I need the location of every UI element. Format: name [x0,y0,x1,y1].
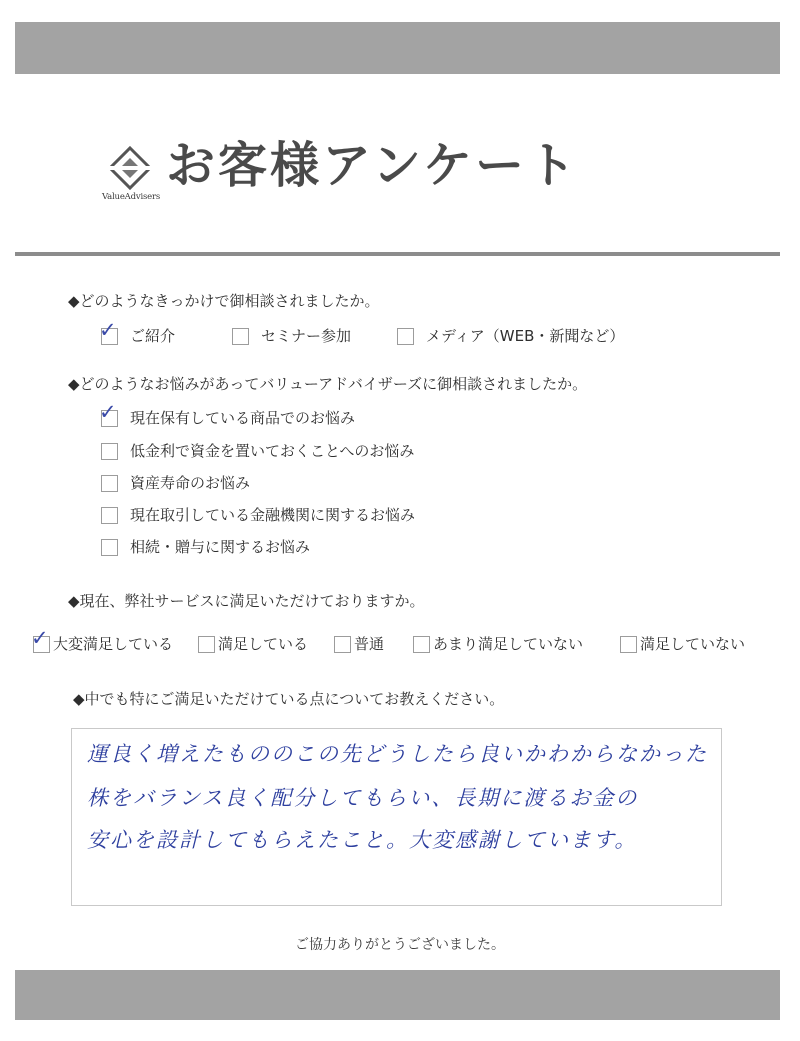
option-label: 現在保有している商品でのお悩み [130,409,356,427]
question-2: ◆どのようなお悩みがあってバリューアドバイザーズに御相談されましたか。 [68,375,588,393]
header-divider [15,252,780,256]
diamond-logo-icon [108,146,152,190]
q1-option-referral[interactable] [99,317,176,346]
handwritten-answer-line: 株をバランス良く配分してもらい、長期に渡るお金の [87,786,639,810]
checkmark-icon: ✓ [99,399,117,424]
question-3: ◆現在、弊社サービスに満足いただけておりますか。 [68,592,425,610]
logo-text: ValueAdvisers [102,192,160,202]
footer-band [15,970,780,1020]
handwritten-answer-line: 安心を設計してもらえたこと。大変感謝しています。 [87,828,638,852]
option-label: ご紹介 [130,327,176,345]
option-label: メディア（WEB・新聞など） [426,327,625,345]
option-label: 相続・贈与に関するお悩み [130,538,311,556]
q2-option-inheritance[interactable] [101,537,310,557]
checkbox[interactable] [198,636,215,653]
question-4: ◆中でも特にご満足いただけている点についてお教えください。 [73,690,505,708]
option-label: あまり満足していない [433,635,584,653]
checkbox[interactable] [31,625,50,653]
header-band [15,22,780,74]
checkbox[interactable] [620,636,637,653]
q3-option-not-satisfied[interactable] [620,634,745,654]
checkbox[interactable] [101,507,118,524]
q3-option-neutral[interactable] [334,634,384,654]
q3-option-not-very-satisfied[interactable] [413,634,583,654]
checkbox[interactable] [397,328,414,345]
checkbox[interactable] [99,399,118,427]
option-label: 満足していない [640,635,746,653]
q2-option-low-interest[interactable] [101,441,414,461]
checkbox[interactable] [99,317,118,345]
checkbox[interactable] [101,443,118,460]
checkmark-icon: ✓ [99,317,117,342]
q2-option-asset-longevity[interactable] [101,473,250,493]
handwritten-answer-line: 運良く増えたもののこの先どうしたら良いかわからなかった [87,742,708,766]
checkbox[interactable] [101,475,118,492]
option-label: セミナー参加 [261,327,352,345]
q3-option-very-satisfied[interactable] [31,625,174,654]
option-label: 大変満足している [53,635,174,653]
checkmark-icon: ✓ [31,625,49,650]
option-label: 満足している [218,635,309,653]
q1-option-media[interactable] [397,326,624,346]
checkbox[interactable] [334,636,351,653]
option-label: 現在取引している金融機関に関するお悩み [130,506,416,524]
q1-option-seminar[interactable] [232,326,351,346]
q2-option-financial-institution[interactable] [101,505,415,525]
option-label: 低金利で資金を置いておくことへのお悩み [130,442,415,460]
company-logo [96,146,166,208]
option-label: 普通 [354,635,385,653]
thanks-message: ご協力ありがとうございました。 [295,937,505,953]
page-title: お客様アンケート [166,137,580,194]
checkbox[interactable] [413,636,430,653]
checkbox[interactable] [232,328,249,345]
q3-option-satisfied[interactable] [198,634,308,654]
option-label: 資産寿命のお悩み [130,474,251,492]
checkbox[interactable] [101,539,118,556]
question-1: ◆どのようなきっかけで御相談されましたか。 [68,292,380,310]
q2-option-held-products[interactable] [99,399,356,428]
